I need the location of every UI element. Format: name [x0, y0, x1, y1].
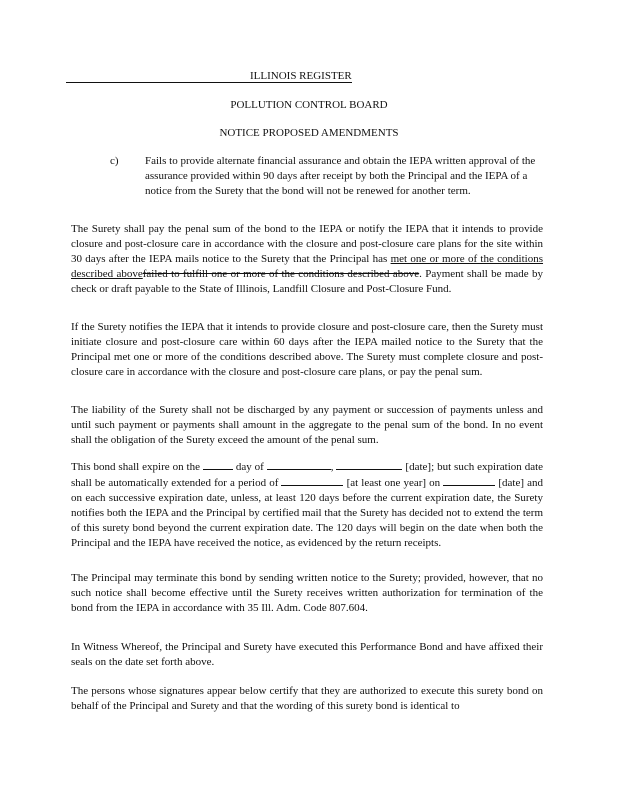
paragraph-signatures: The persons whose signatures appear below certify that they are authorized to execute this surety bond on behalf of the Principal and Surety and that the wording of this surety bond is identical to	[71, 685, 543, 712]
inserted-text: met one or more of the conditions described above	[71, 253, 544, 280]
blank-day	[203, 459, 233, 470]
paragraph-text: The Surety shall pay the penal sum of the bond to the IEPA or notify the IEPA that it intends to provide closure and post-closure care in accordance with the closure and post-closure care plans for the site within 30 days after the IEPA mails notice to the Surety that the Principal has	[71, 223, 543, 265]
blank-month	[267, 459, 331, 470]
blank-date	[443, 475, 495, 486]
paragraph-text: ,	[330, 461, 337, 473]
paragraph-liability: The liability of the Surety shall not be discharged by any payment or succession of payments unless and until such payment or payments shall amount in the aggregate to the penal sum of the bond. In no event shall the obligation of the Surety exceed the amount of the penal sum.	[71, 404, 543, 446]
register-header	[66, 70, 546, 84]
blank-year	[336, 459, 402, 470]
paragraph-text: [date] and on each successive expiration date, unless, at least 120 days before the current expiration date, the Surety notifies both the IEPA and the Principal by certified mail that the Surety has decided not to extend the term of this surety bond beyond the current expiration date. The 120 days will begin on the date when both the Principal and the IEPA have received the notice, as evidenced by the return receipts.	[71, 477, 544, 549]
blank-period	[281, 475, 343, 486]
list-item-label: c)	[110, 155, 119, 167]
paragraph-text: day of	[232, 461, 267, 473]
paragraph-text: [at least one year] on	[343, 477, 444, 489]
paragraph-text: . Payment shall be made by check or draft payable to the State of Illinois, Landfill Closure and Post-Closure Fund.	[71, 268, 543, 295]
paragraph-text: This bond shall expire on the	[71, 461, 203, 473]
header-rule	[66, 82, 250, 83]
notice-title: NOTICE PROPOSED AMENDMENTS	[219, 127, 399, 139]
paragraph-penal-sum	[71, 222, 543, 297]
board-title: POLLUTION CONTROL BOARD	[230, 99, 388, 111]
paragraph-witness: In Witness Whereof, the Principal and Surety have executed this Performance Bond and have affixed their seals on the date set forth above.	[71, 641, 543, 668]
paragraph-expiration	[71, 459, 543, 551]
paragraph-text: [date]; but such expiration date shall be automatically extended for a period of	[71, 461, 544, 489]
paragraph-termination: The Principal may terminate this bond by sending written notice to the Surety; provided, however, that no such notice shall become effective until the Surety receives written authorization for termination of the bond from the IEPA in accordance with 35 Ill. Adm. Code 807.604.	[71, 572, 543, 614]
list-item-text: Fails to provide alternate financial assurance and obtain the IEPA written approval of the assurance provided within 90 days after receipt by both the Principal and the IEPA of a notice from the Surety that the bond will not be renewed for another term.	[145, 155, 536, 197]
paragraph-closure-care: If the Surety notifies the IEPA that it intends to provide closure and post-closure care, then the Surety must initiate closure and post-closure care within 60 days after the IEPA mailed notice to the Surety that the Principal met one or more of the conditions described above. The Surety must complete closure and post-closure care in accordance with the closure and post-closure care plans, or pay the penal sum.	[71, 321, 543, 378]
deleted-text: failed to fulfill one or more of the conditions described above	[142, 268, 420, 280]
register-title: ILLINOIS REGISTER	[250, 70, 352, 82]
